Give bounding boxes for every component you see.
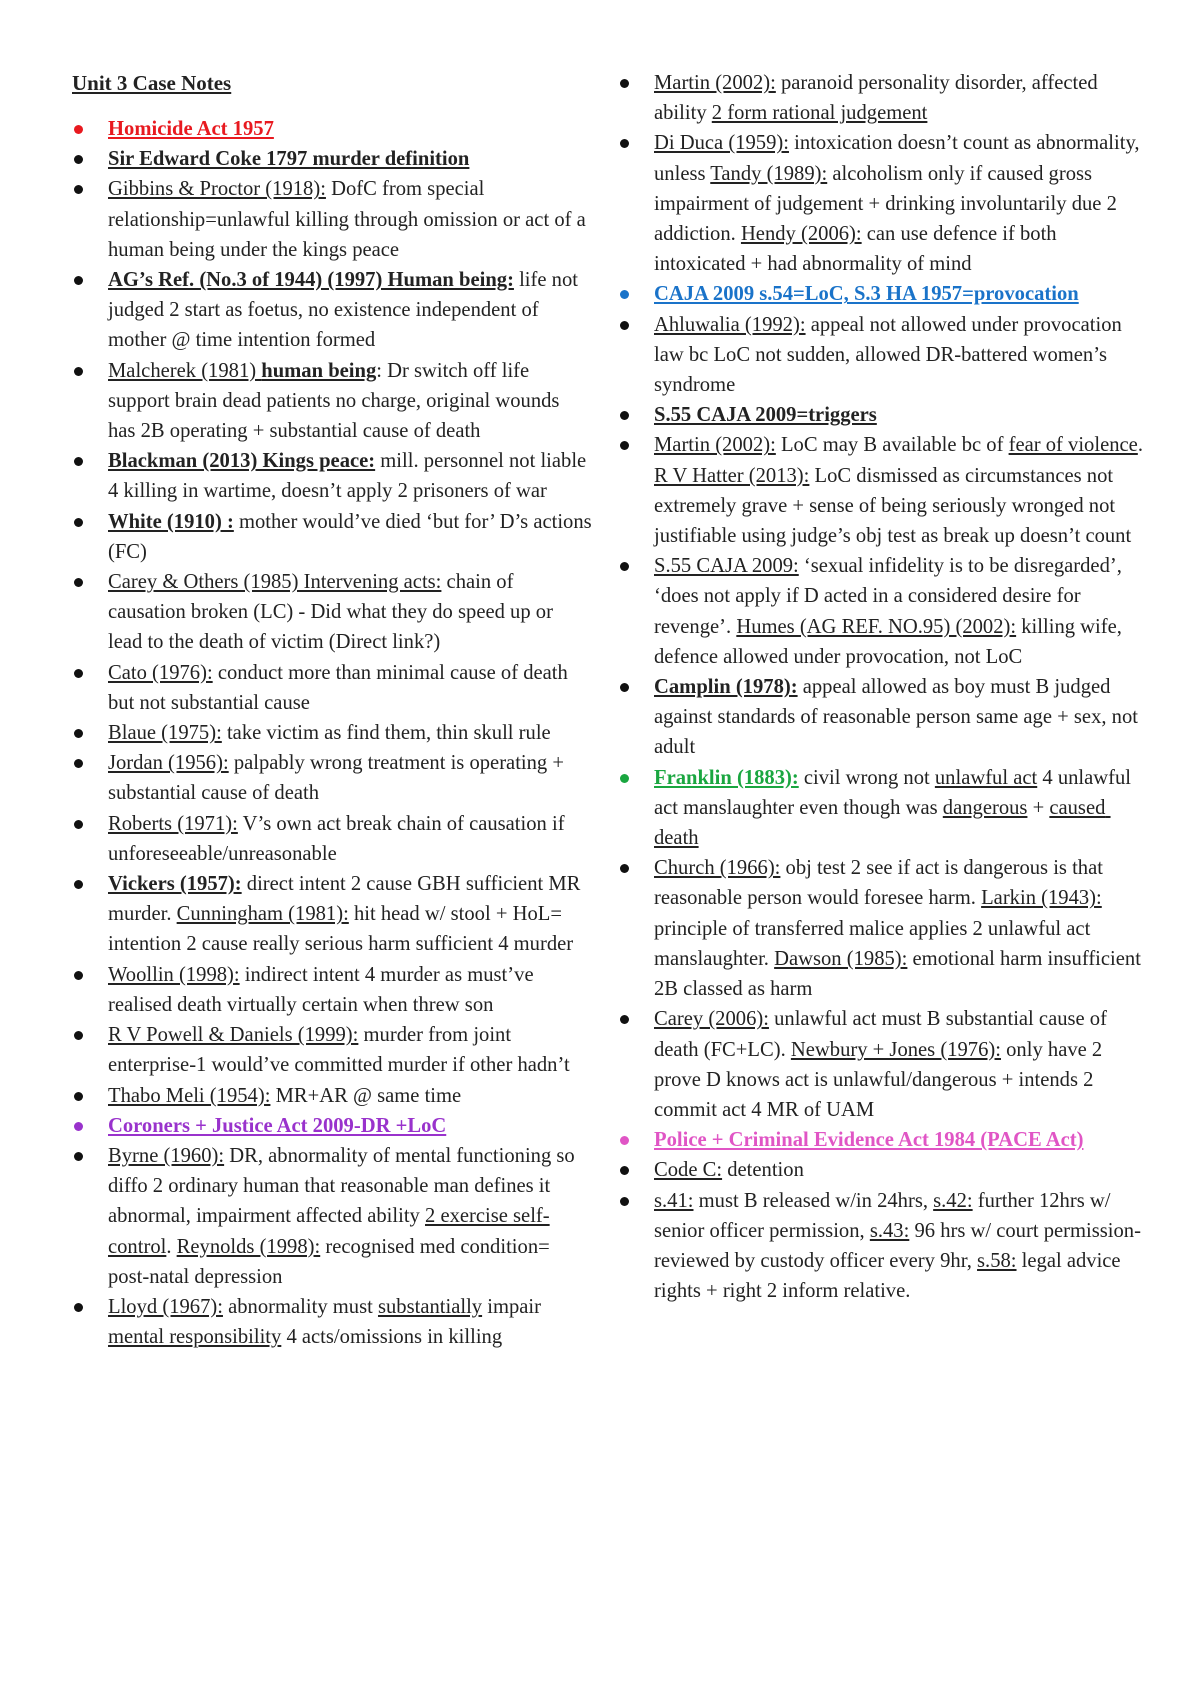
case-citation: S.55 CAJA 2009=triggers — [654, 404, 877, 427]
case-note-text: DR, abnormality of mental functioning so diffo 2 ordinary human that reasonable man defines it abnormal, impairment affected ability — [108, 1144, 580, 1228]
case-citation: Newbury + Jones (1976): — [790, 1038, 1001, 1061]
case-note-item — [72, 658, 592, 718]
case-note-text: 96 hrs w/ court permission-reviewed by custody officer every 9hr, — [654, 1219, 1141, 1272]
case-citation: Humes (AG REF. NO.95) (2002): — [736, 615, 1017, 638]
case-citation: Gibbins & Proctor (1918): — [108, 178, 326, 201]
case-citation: substantially — [377, 1295, 483, 1318]
right-column — [618, 68, 1148, 1306]
case-citation: human being — [261, 359, 377, 382]
case-note-item — [72, 567, 592, 658]
case-note-text: chain of causation broken (LC) - Did what they do speed up or lead to the death of victim (Direct link?) — [108, 571, 559, 654]
case-citation: Code C: — [654, 1159, 723, 1182]
case-note-text: legal advice rights + right 2 inform relative. — [654, 1249, 1126, 1303]
case-citation: caused death — [654, 796, 1111, 850]
case-citation: Police + Criminal Evidence Act 1984 (PACE Act) — [654, 1129, 1084, 1152]
case-note-text: direct intent 2 cause GBH sufficient MR murder. — [108, 873, 586, 926]
case-citation: Lloyd (1967): — [108, 1295, 223, 1318]
case-note-text: . — [166, 1235, 177, 1258]
case-note-text: mother would’ve died ‘but for’ D’s actions (FC) — [108, 510, 597, 563]
case-note-item — [618, 310, 1148, 401]
case-note-item — [72, 174, 592, 265]
case-note-text: detention — [722, 1159, 804, 1182]
case-citation: Dawson (1985): — [774, 947, 908, 970]
case-note-text: intoxication doesn’t count as abnormality, unless — [654, 132, 1145, 185]
case-citation: Franklin (1883): — [654, 766, 799, 789]
case-citation: Hendy (2006): — [740, 223, 862, 246]
case-note-text: alcoholism only if caused gross impairment of judgement + drinking involuntarily due 2 addiction. — [654, 162, 1123, 246]
case-note-item — [72, 1292, 592, 1352]
case-note-item — [618, 853, 1148, 1004]
case-note-item — [72, 507, 597, 567]
case-note-item — [618, 68, 1148, 128]
case-note-text: palpably wrong treatment is operating + substantial cause of death — [108, 752, 570, 805]
case-list-right — [618, 68, 1148, 1306]
case-list-left — [72, 114, 597, 1352]
case-citation: Carey (2006): — [654, 1008, 769, 1031]
case-citation: s.58: — [977, 1249, 1017, 1272]
case-note-text: hit head w/ stool + HoL= intention 2 cause really serious harm sufficient 4 murder — [108, 903, 574, 956]
case-citation: fear of violence — [1008, 434, 1138, 457]
case-citation: Byrne (1960): — [108, 1144, 225, 1167]
case-citation: Vickers (1957): — [108, 873, 242, 896]
case-note-text: 4 unlawful act manslaughter even though was — [654, 766, 1137, 819]
case-note-item — [618, 400, 1148, 430]
case-citation: Martin (2002): — [654, 72, 776, 94]
case-note-item — [72, 809, 592, 869]
case-citation: unlawful act — [934, 766, 1038, 789]
case-note-text: abnormality must — [222, 1295, 378, 1318]
case-note-text: V’s own act break chain of causation if unforeseeable/unreasonable — [108, 812, 570, 865]
case-citation: 2 form rational judgement — [711, 102, 928, 125]
case-note-text: impair — [482, 1295, 547, 1318]
case-note-text: conduct more than minimal cause of death but not substantial cause — [108, 661, 573, 714]
case-citation: s.41: — [654, 1189, 694, 1212]
case-note-text: obj test 2 see if act is dangerous is that reasonable person would foresee harm. — [654, 857, 1109, 910]
case-citation: Cato (1976): — [108, 661, 213, 684]
case-citation: Homicide Act 1957 — [108, 118, 274, 140]
case-citation: Roberts (1971): — [108, 812, 238, 835]
case-note-text: further 12hrs w/ senior officer permission, — [654, 1189, 1116, 1242]
case-citation: Camplin (1978): — [654, 676, 798, 699]
case-note-text: : Dr switch off life support brain dead patients no charge, original wounds has 2B operating + substantial cause of death — [108, 359, 565, 443]
case-citation: Church (1966): — [654, 857, 781, 880]
case-citation: dangerous — [942, 796, 1028, 819]
case-note-item — [72, 960, 592, 1020]
case-note-text: paranoid personality disorder, affected ability — [654, 72, 1103, 125]
case-note-item — [72, 869, 592, 960]
case-note-text: indirect intent 4 murder as must’ve realised death virtually certain when threw son — [108, 963, 539, 1016]
case-citation: Blackman (2013) Kings peace: — [108, 450, 376, 473]
case-note-text: can use defence if both intoxicated + had abnormality of mind — [654, 223, 1062, 276]
case-note-item — [72, 748, 592, 808]
case-citation: Woollin (1998): — [108, 963, 240, 986]
case-note-item — [618, 1004, 1148, 1125]
case-note-text: civil wrong not — [798, 766, 935, 789]
case-note-item — [618, 1155, 1148, 1185]
case-note-text: only have 2 prove D knows act is unlawful/dangerous + intends 2 commit act 4 MR of UAM — [654, 1038, 1108, 1121]
case-note-text: mill. personnel not liable 4 killing in wartime, doesn’t apply 2 prisoners of war — [108, 450, 592, 503]
case-note-item — [72, 1020, 592, 1080]
case-citation: Jordan (1956): — [108, 752, 229, 775]
document-title: Unit 3 Case Notes — [72, 71, 232, 95]
case-citation: Coroners + Justice Act 2009-DR +LoC — [108, 1114, 447, 1137]
case-note-item — [618, 1125, 1148, 1155]
case-note-text: take victim as find them, thin skull rule — [221, 722, 551, 745]
case-citation: S.55 CAJA 2009: — [654, 555, 799, 578]
case-note-item — [618, 128, 1148, 279]
case-note-item — [618, 1186, 1148, 1307]
case-note-text: principle of transferred malice applies 2 unlawful act manslaughter. — [654, 887, 1107, 970]
left-column — [72, 68, 597, 1352]
case-citation: Tandy (1989): — [710, 162, 828, 185]
case-note-text: 4 acts/omissions in killing — [281, 1326, 503, 1349]
case-citation: s.43: — [869, 1219, 910, 1242]
case-citation: Thabo Meli (1954): — [108, 1084, 271, 1107]
case-note-text: LoC dismissed as circumstances not extremely grave + sense of being seriously wronged not justifiable using judge’s obj test as break up doesn’t count — [654, 464, 1132, 548]
case-note-item — [72, 265, 592, 356]
case-note-item — [618, 430, 1148, 551]
case-citation: mental responsibility — [108, 1326, 282, 1349]
case-note-item — [72, 1141, 592, 1292]
case-note-text: ‘sexual infidelity is to be disregarded’, ‘does not apply if D acted in a considered desire for revenge’. — [654, 555, 1128, 638]
case-citation: CAJA 2009 s.54=LoC, S.3 HA 1957=provocation — [654, 283, 1079, 306]
case-note-item — [72, 1081, 592, 1111]
case-note-text: killing wife, defence allowed under provocation, not LoC — [654, 615, 1128, 668]
case-citation: R V Powell & Daniels (1999): — [108, 1024, 359, 1047]
case-citation: 2 exercise self-control — [108, 1205, 550, 1258]
case-note-text: murder from joint enterprise-1 would’ve committed murder if other hadn’t — [108, 1024, 570, 1077]
case-note-item — [618, 672, 1148, 763]
case-note-text: DofC from special relationship=unlawful killing through omission or act of a human being under the kings peace — [108, 178, 591, 261]
case-note-item — [72, 144, 592, 174]
case-note-text: MR+AR @ same time — [270, 1084, 462, 1107]
case-note-item — [72, 1111, 592, 1141]
case-note-text: . — [1137, 434, 1149, 457]
case-citation: R V Hatter (2013): — [654, 464, 810, 487]
case-citation: Blaue (1975): — [108, 722, 222, 745]
case-citation: s.42: — [933, 1189, 973, 1212]
case-citation: Carey & Others (1985) Intervening acts: — [108, 571, 442, 594]
case-note-item — [618, 763, 1148, 854]
case-citation: Reynolds (1998): — [176, 1235, 321, 1258]
case-note-item — [618, 551, 1148, 672]
case-note-text: appeal allowed as boy must B judged against standards of reasonable person same age + sex, not adult — [654, 676, 1144, 759]
case-note-text: LoC may B available bc of — [775, 434, 1009, 457]
case-note-text: must B released w/in 24hrs, — [693, 1189, 934, 1212]
case-note-text: emotional harm insufficient 2B classed as harm — [654, 947, 1147, 1001]
case-note-text: + — [1027, 796, 1050, 819]
case-citation: Sir Edward Coke 1797 murder definition — [108, 148, 470, 171]
case-citation: Malcherek (1981) — [108, 359, 262, 382]
case-note-text: unlawful act must B substantial cause of death (FC+LC). — [654, 1008, 1113, 1061]
case-note-text: life not judged 2 start as foetus, no existence independent of mother @ time intention formed — [108, 269, 584, 352]
case-note-text: appeal not allowed under provocation law bc LoC not sudden, allowed DR-battered women’s syndrome — [654, 313, 1127, 397]
case-citation: Larkin (1943): — [981, 887, 1102, 910]
case-citation: Martin (2002): — [654, 434, 776, 457]
case-note-text: recognised med condition= post-natal depression — [108, 1235, 555, 1288]
case-citation: Cunningham (1981): — [176, 903, 349, 926]
case-citation: Ahluwalia (1992): — [654, 313, 806, 336]
case-note-item — [72, 356, 592, 447]
case-note-item — [72, 718, 592, 748]
case-note-item — [72, 446, 592, 506]
case-citation: Di Duca (1959): — [654, 132, 789, 155]
case-note-item — [72, 114, 592, 144]
case-citation: White (1910) : — [108, 510, 234, 533]
case-citation: AG’s Ref. (No.3 of 1944) (1997) Human being: — [108, 269, 514, 292]
case-note-item — [618, 279, 1148, 309]
